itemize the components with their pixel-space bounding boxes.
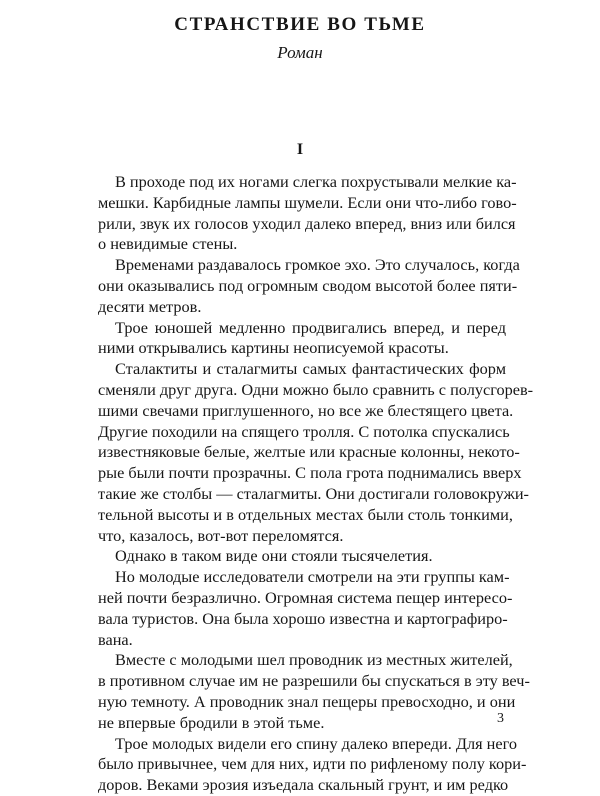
text-line: В проходе под их ногами слегка похрустывали мелкие ка- — [115, 172, 517, 191]
text-line: Трое юношей медленно продвигались вперед, и перед — [115, 317, 506, 337]
page-number: 3 — [497, 711, 504, 726]
book-subtitle: Роман — [277, 43, 323, 62]
body-text — [98, 172, 534, 796]
text-line: Однако в таком виде они стояли тысячелетия. — [115, 546, 433, 566]
text-line: ними открывались картины неописуемой красоты. — [98, 338, 449, 358]
text-line: мешки. Карбидные лампы шумели. Если они что-либо гово- — [98, 192, 517, 212]
paragraph — [98, 733, 527, 796]
text-line: не впервые бродили в этой тьме. — [98, 712, 325, 732]
text-line: тельной высоты и в отдельных местах были столь тонкими, — [98, 504, 513, 524]
text-line: Временами раздавалось громкое эхо. Это случалось, когда — [115, 255, 520, 275]
text-line: было привычнее, чем для них, идти по рифленому полу кори- — [98, 754, 527, 774]
text-line: вана. — [98, 629, 133, 649]
text-line: сменяли друг друга. Одни можно было сравнить с полусгорев- — [98, 379, 534, 399]
paragraph — [98, 546, 506, 567]
text-line: Вместе с молодыми шел проводник из местных жителей, — [115, 650, 513, 670]
chapter-number: I — [296, 141, 304, 158]
text-line: ную темноту. А проводник знал пещеры превосходно, и они — [98, 691, 516, 711]
text-line: шими свечами приглушенного, но все же блестящего цвета. — [98, 400, 514, 420]
text-line: в противном случае им не разрешили бы спускаться в эту веч- — [98, 671, 530, 691]
text-line: доров. Веками эрозия изъедала скальный грунт, и им редко — [98, 775, 509, 795]
text-line: Трое молодых видели его спину далеко впереди. Для него — [115, 733, 518, 753]
text-line: такие же столбы — сталагмиты. Они достигали головокружи- — [98, 483, 529, 503]
paragraph — [98, 255, 520, 317]
paragraph — [98, 318, 506, 360]
text-line: известняковые белые, желтые или красные колонны, некото- — [98, 442, 520, 462]
text-line: рые были почти прозрачны. С пола грота поднимались вверх — [98, 463, 522, 483]
book-title: СТРАНСТВИЕ ВО ТЬМЕ — [174, 14, 426, 35]
text-line: Но молодые исследователи смотрели на эти группы кам- — [115, 567, 510, 587]
text-line: вала туристов. Она была хорошо известна и картографиро- — [98, 608, 508, 628]
text-line: о невидимые стены. — [98, 234, 238, 254]
text-line: десяти метров. — [98, 296, 202, 316]
text-line: они оказывались под огромным сводом высотой более пяти- — [98, 275, 518, 295]
paragraph — [98, 172, 517, 255]
text-line: рили, звук их голосов уходил далеко вперед, вниз или бился — [98, 213, 516, 233]
paragraph — [98, 567, 513, 650]
paragraph — [98, 359, 534, 546]
paragraph — [98, 650, 530, 733]
text-line: Сталактиты и сталагмиты самых фантастических форм — [115, 359, 506, 379]
text-line: что, казалось, вот-вот переломятся. — [98, 525, 344, 545]
text-line: ней почти безразлично. Огромная система пещер интересо- — [98, 587, 513, 607]
text-line: Другие походили на спящего тролля. С потолка спускались — [98, 421, 510, 441]
